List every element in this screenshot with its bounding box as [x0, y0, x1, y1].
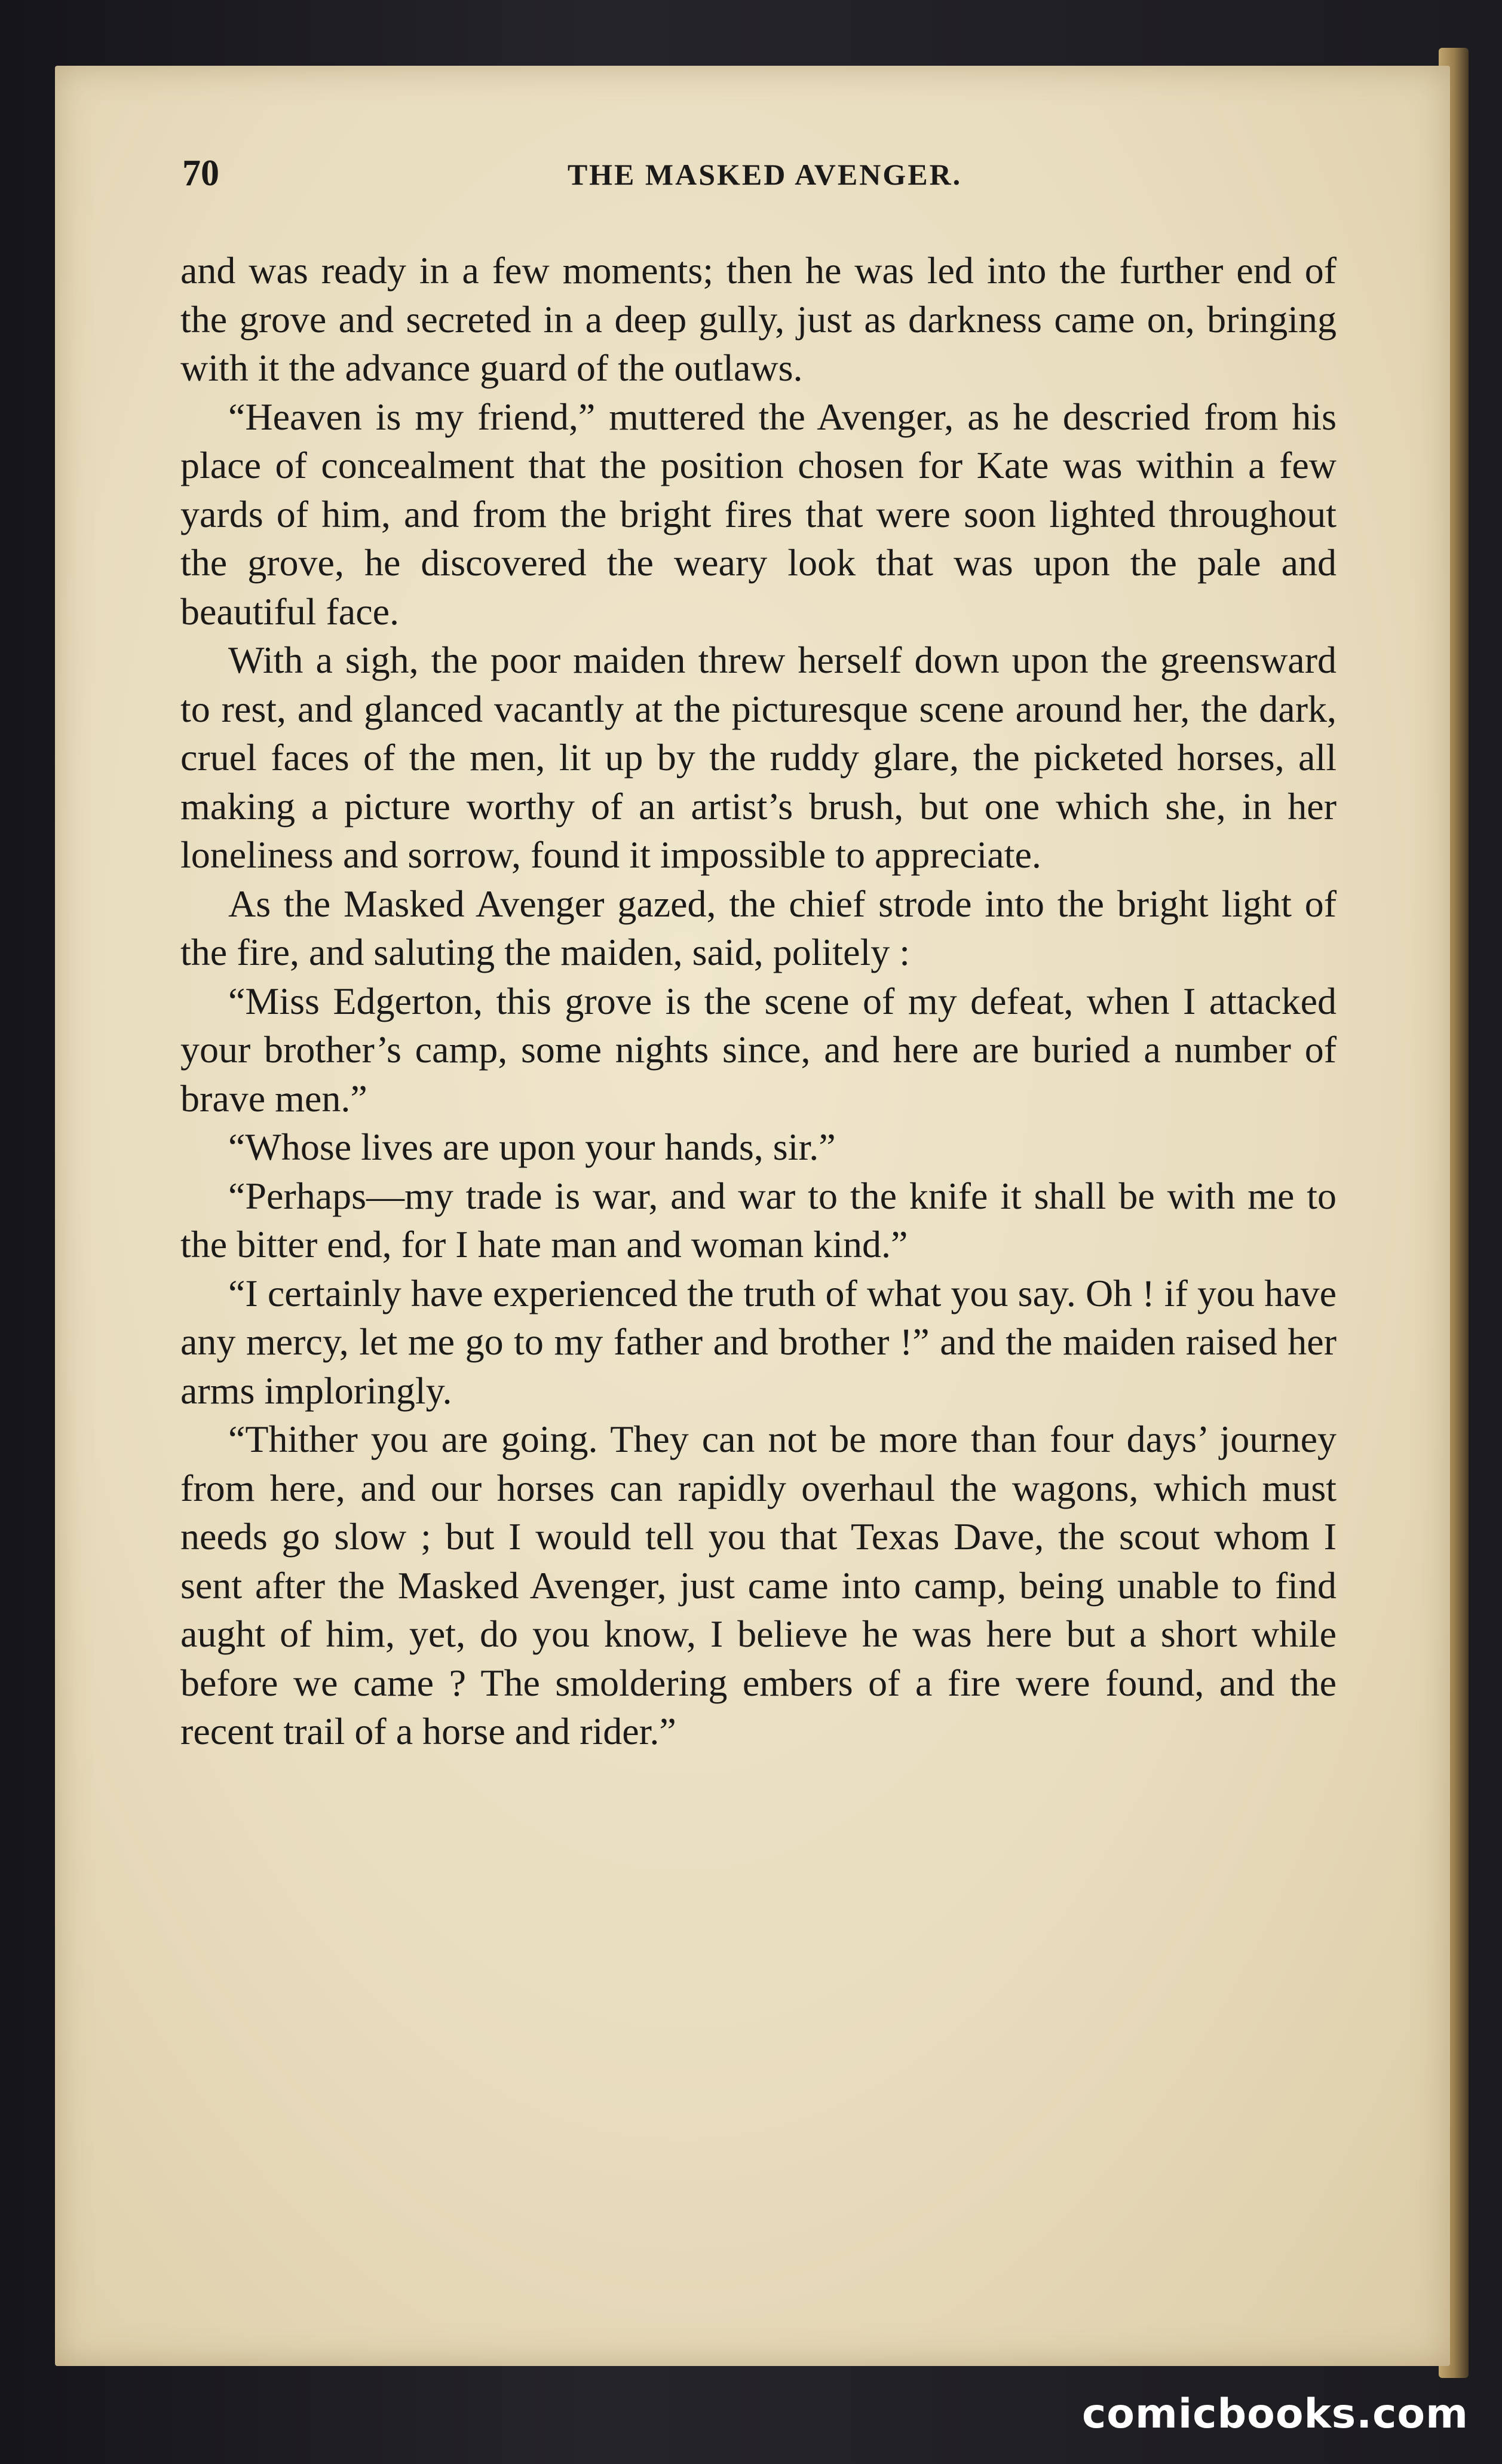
paragraph: As the Masked Avenger gazed, the chief strode into the bright light of the fire, and saluting the maiden, said, politely : [180, 882, 1337, 973]
paragraph: “I certainly have experienced the truth of what you say. Oh ! if you have any mercy, let me go to my father and brother !” and the maiden raised her arms imploringly. [180, 1271, 1337, 1412]
paragraph: With a sigh, the poor maiden threw herself down upon the greensward to rest, and glanced vacantly at the picturesque scene around her, the dark, cruel faces of the men, lit up by the ruddy glare, the picketed horses, all making a picture worthy of an artist’s brush, but one which she, in her loneliness and sorrow, found it impossible to appreciate. [180, 639, 1337, 876]
running-head [182, 146, 1347, 212]
paragraph: “Whose lives are upon your hands, sir.” [228, 1126, 836, 1168]
running-title: THE MASKED AVENGER. [567, 158, 962, 191]
paragraph: and was ready in a few moments; then he was led into the further end of the grove and secreted in a deep gully, just as darkness came on, bringing with it the advance guard of the outlaws. [180, 249, 1337, 389]
body-text [180, 246, 1337, 1756]
paragraph: “Heaven is my friend,” muttered the Avenger, as he descried from his place of concealment that the position chosen for Kate was within a few yards of him, and from the bright fires that were soon lighted throughout the grove, he discovered the weary look that was upon the pale and beautiful face. [180, 395, 1337, 633]
paragraph: “Thither you are going. They can not be more than four days’ journey from here, and our horses can rapidly overhaul the wagons, which must needs go slow ; but I would tell you that Texas Dave, the scout whom I sent after the Masked Avenger, just came into camp, being unable to find aught of him, yet, do you know, I believe he was here but a short while before we came ? The smoldering embers of a fire were found, and the recent trail of a horse and rider.” [180, 1418, 1337, 1752]
paragraph: “Perhaps—my trade is war, and war to the knife it shall be with me to the bitter end, for I hate man and woman kind.” [180, 1174, 1337, 1265]
page-number: 70 [182, 153, 219, 194]
paragraph: “Miss Edgerton, this grove is the scene of my defeat, when I attacked your brother’s camp, some nights since, and here are buried a number of brave men.” [180, 979, 1337, 1120]
site-watermark: comicbooks.com [1081, 2391, 1469, 2438]
